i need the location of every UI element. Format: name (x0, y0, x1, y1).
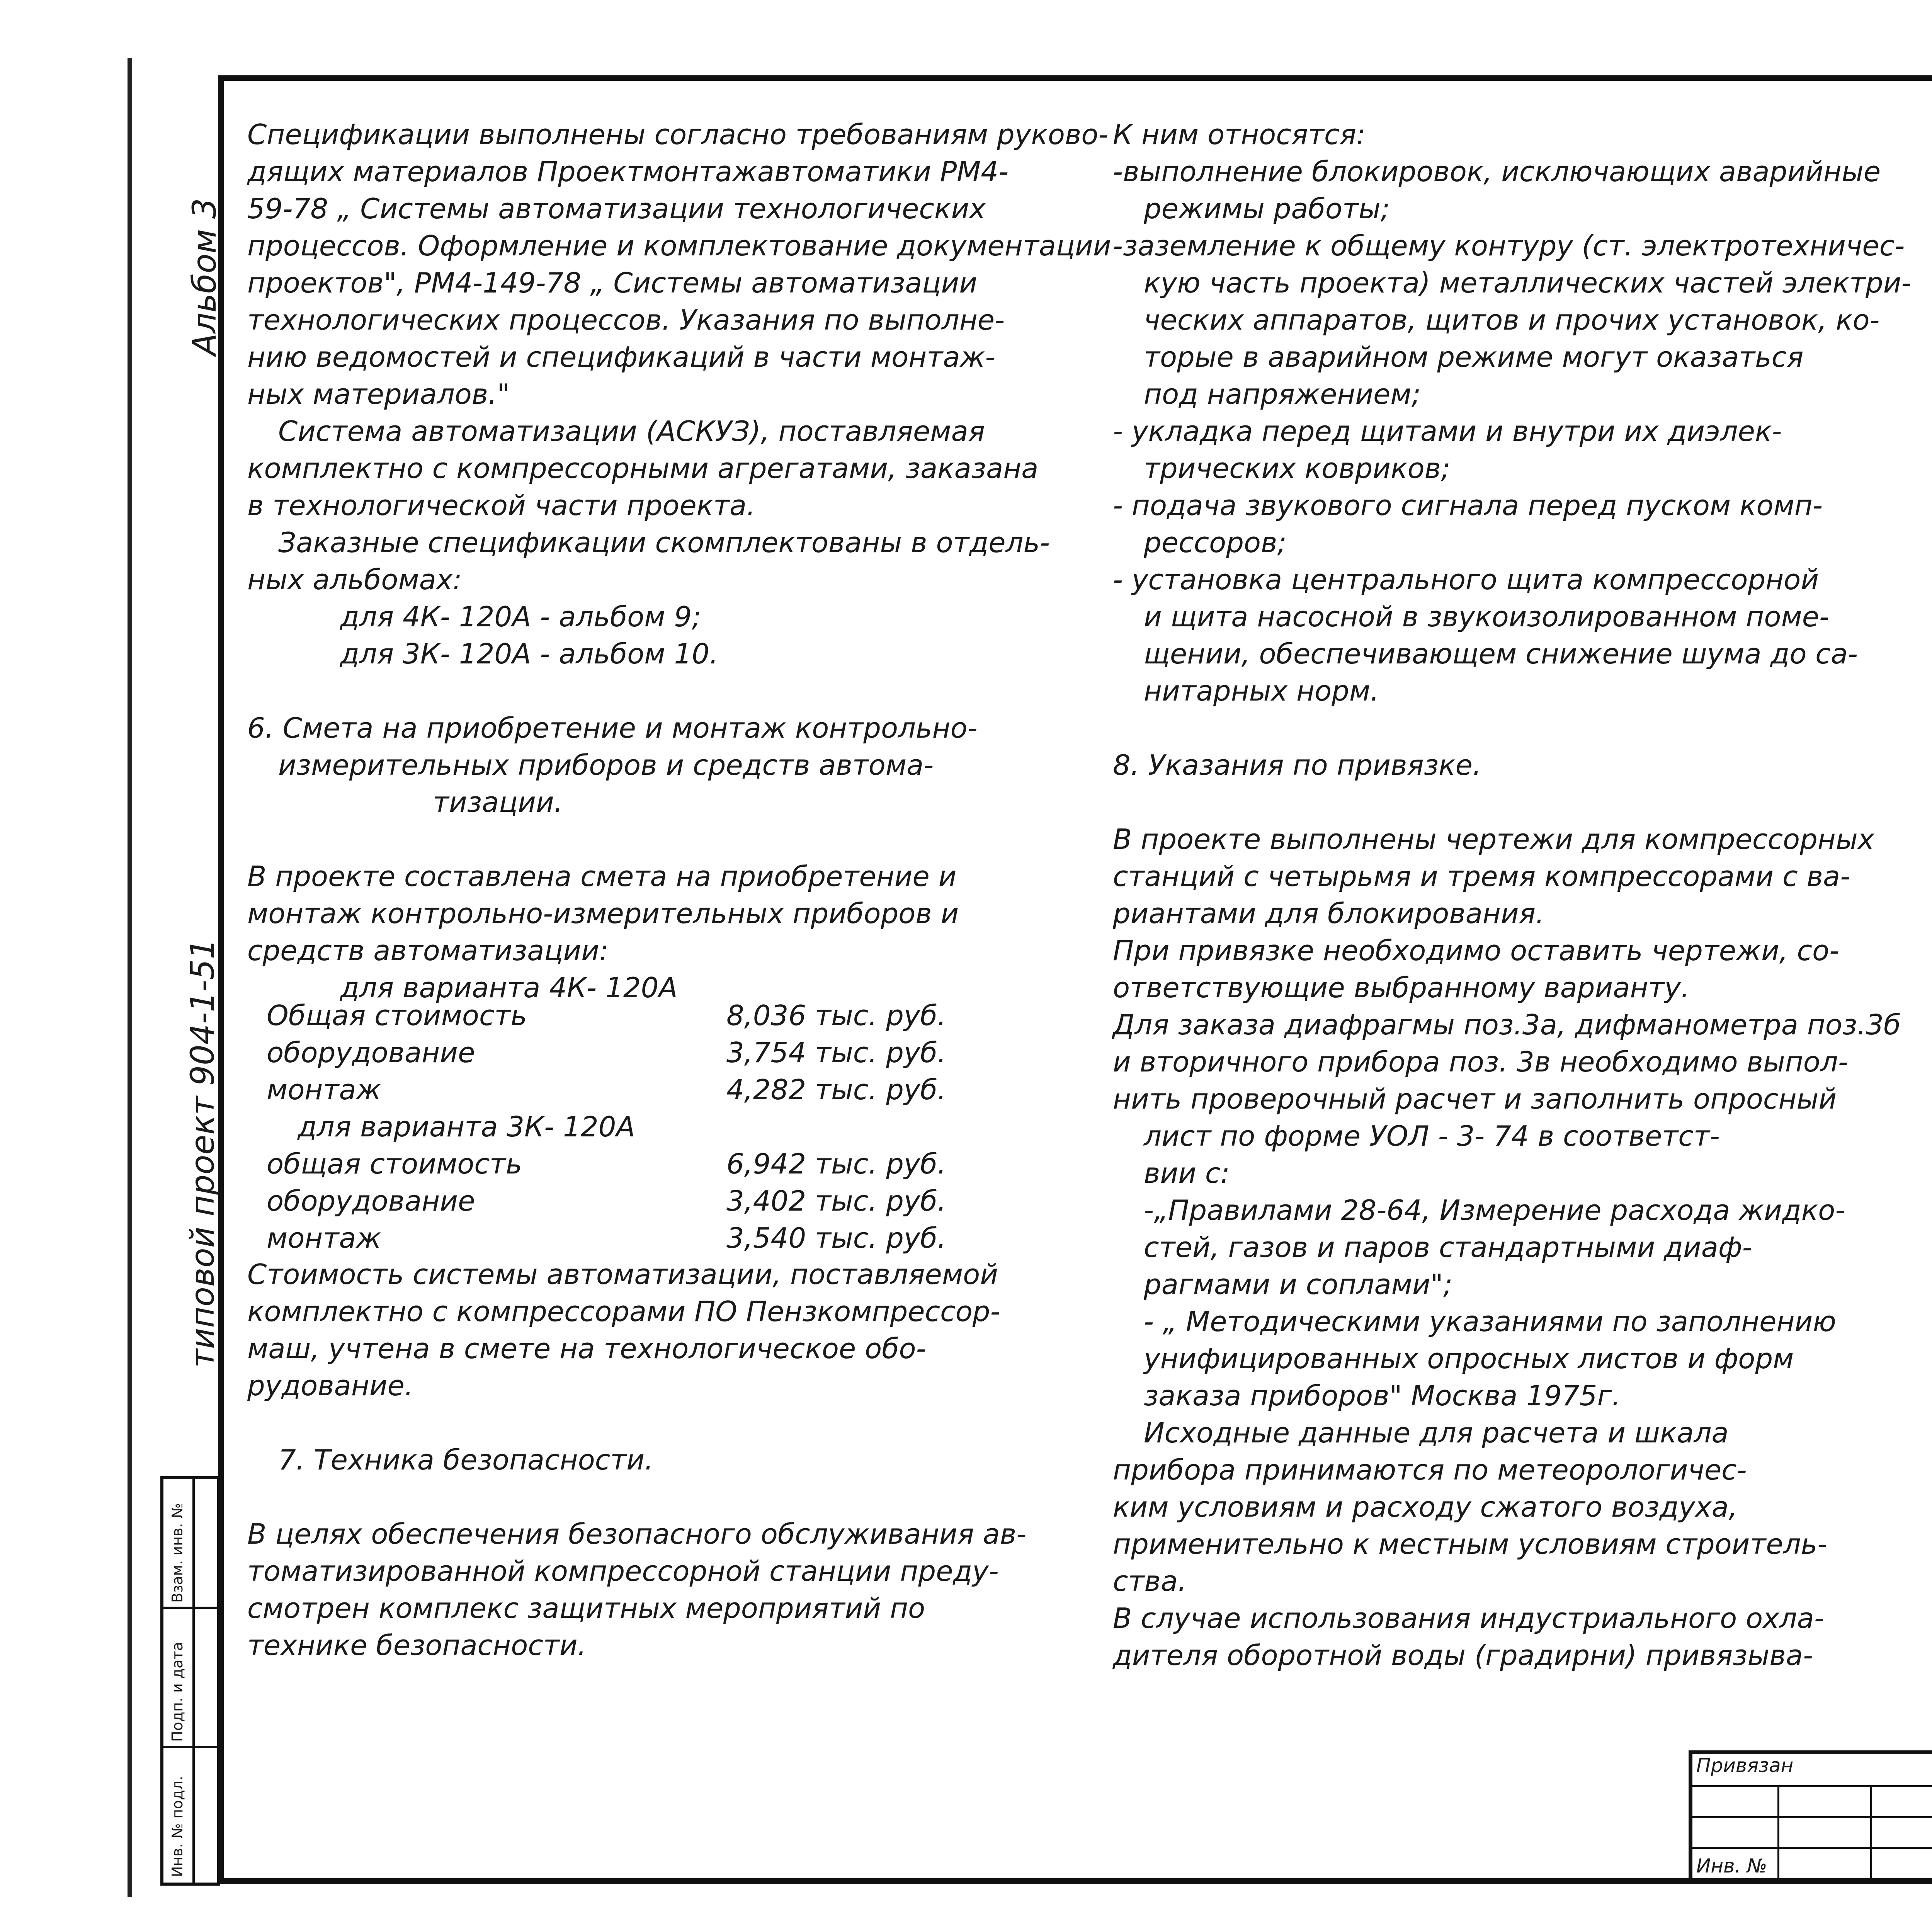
text-line: -заземление к общему контуру (ст. электротехничес- (1113, 230, 1905, 262)
text-line: Исходные данные для расчета и шкала (1144, 1417, 1729, 1449)
cost-value: 3,754 тыс. руб. (726, 1036, 946, 1069)
text-line: маш, учтена в смете на технологическое обо- (247, 1332, 926, 1365)
cost-value: 4,282 тыс. руб. (726, 1073, 946, 1106)
text-line: рудование. (247, 1369, 413, 1402)
text-column-1-end (247, 1256, 1026, 1664)
cost-label: общая стоимость (267, 1148, 522, 1180)
privyazan-label: Привязан (1696, 1754, 1794, 1777)
cost-values (726, 997, 946, 1257)
cost-label: Общая стоимость (267, 999, 527, 1032)
text-line: -выполнение блокировок, исключающих аварийные (1113, 155, 1881, 188)
inv-no-label: Инв. № (1696, 1855, 1767, 1877)
text-line: ства. (1113, 1565, 1187, 1597)
text-line: проектов", РМ4-149-78 „ Системы автоматизации (247, 267, 978, 299)
text-line: процессов. Оформление и комплектование документации (247, 230, 1111, 262)
text-line: - укладка перед щитами и внутри их диэлек- (1113, 415, 1782, 447)
text-line: рессоров; (1144, 526, 1287, 559)
text-line: - подача звукового сигнала перед пуском комп- (1113, 489, 1823, 522)
text-line: дящих материалов Проектмонтажавтоматики РМ4- (247, 155, 1009, 188)
text-line: В проекте составлена смета на приобретение и (247, 860, 957, 893)
cost-label: монтаж (267, 1073, 381, 1106)
text-line: Для заказа диафрагмы поз.3а, дифманометра поз.3б (1113, 1009, 1901, 1041)
text-line: - установка центрального щита компрессорной (1113, 563, 1819, 596)
text-line: унифицированных опросных листов и форм (1144, 1342, 1794, 1375)
text-line: нитарных норм. (1144, 675, 1379, 707)
text-line: торые в аварийном режиме могут оказаться (1144, 341, 1804, 373)
text-line: ных альбомах: (247, 563, 462, 596)
text-line: В целях обеспечения безопасного обслуживания ав- (247, 1518, 1027, 1550)
cost-label: оборудование (267, 1185, 475, 1217)
text-line: нию ведомостей и спецификаций в части монтаж- (247, 341, 995, 373)
section-8-title: 8. Указания по привязке. (1113, 749, 1481, 781)
text-line: вии с: (1144, 1157, 1230, 1189)
text-line: рагмами и соплами"; (1144, 1268, 1453, 1301)
text-line: риантами для блокирования. (1113, 897, 1544, 930)
text-line: лист по форме УОЛ - 3- 74 в соответст- (1144, 1120, 1720, 1152)
section-6-title: 6. Смета на приобретение и монтаж контрольно- (247, 712, 978, 744)
text-line: в технологической части проекта. (247, 489, 756, 522)
text-line: щении, обеспечивающем снижение шума до са- (1144, 638, 1858, 670)
text-line: В случае использования индустриального охла- (1113, 1602, 1824, 1634)
text-line: тизации. (433, 786, 563, 818)
text-line: технике безопасности. (247, 1629, 587, 1662)
text-line: смотрен комплекс защитных мероприятий по (247, 1592, 925, 1624)
text-line: ных материалов." (247, 378, 510, 410)
text-line: режимы работы; (1144, 192, 1390, 225)
text-line: 59-78 „ Системы автоматизации технологических (247, 192, 986, 225)
variant-label: для варианта 4К- 120А (340, 971, 678, 1004)
text-line: кую часть проекта) металлических частей электри- (1144, 267, 1912, 299)
cost-table-1 (267, 997, 635, 1257)
text-line: станций с четырьмя и тремя компрессорами с ва- (1113, 860, 1850, 893)
section-7-title: 7. Техника безопасности. (278, 1444, 653, 1476)
text-line: трических ковриков; (1144, 452, 1451, 485)
text-line: В проекте выполнены чертежи для компрессорных (1113, 823, 1874, 855)
text-line: под напряжением; (1144, 378, 1421, 410)
text-line: технологических процессов. Указания по выполне- (247, 304, 1005, 336)
text-line: томатизированной компрессорной станции преду- (247, 1555, 999, 1587)
text-line: Заказные спецификации скомплектованы в отдель- (278, 526, 1050, 559)
text-line: К ним относятся: (1113, 118, 1366, 151)
stamp-sign: Подп. и дата (169, 1642, 186, 1742)
project-label: типовой проект 904-1-51 (184, 939, 221, 1368)
text-column-1 (247, 116, 1111, 1006)
text-line: и вторичного прибора поз. 3в необходимо выпол- (1113, 1046, 1848, 1078)
text-column-2 (1113, 116, 1911, 1674)
text-line: При привязке необходимо оставить чертежи, со- (1113, 934, 1840, 967)
text-line: заказа приборов" Москва 1975г. (1144, 1379, 1621, 1412)
text-line: для 4К- 120А - альбом 9; (340, 600, 701, 633)
text-line: Система автоматизации (АСКУЗ), поставляемая (278, 415, 985, 447)
text-line: для 3К- 120А - альбом 10. (340, 638, 718, 670)
stamp-replace: Взам. инв. № (169, 1503, 186, 1603)
text-line: стей, газов и паров стандартными диаф- (1144, 1231, 1752, 1264)
text-line: применительно к местным условиям строитель- (1113, 1528, 1828, 1560)
cost-value: 3,540 тыс. руб. (726, 1222, 946, 1254)
text-line: ческих аппаратов, щитов и прочих установок, ко- (1144, 304, 1880, 336)
text-line: Стоимость системы автоматизации, поставляемой (247, 1258, 998, 1291)
text-line: ответствующие выбранному варианту. (1113, 971, 1690, 1004)
text-line: прибора принимаются по метеорологичес- (1113, 1454, 1747, 1486)
cost-label: монтаж (267, 1222, 381, 1254)
binding-line (128, 58, 132, 1897)
cost-value: 6,942 тыс. руб. (726, 1148, 946, 1180)
text-line: нить проверочный расчет и заполнить опросный (1113, 1083, 1837, 1115)
cost-value: 3,402 тыс. руб. (726, 1185, 946, 1217)
text-line: измерительных приборов и средств автома- (278, 749, 934, 781)
text-line: комплектно с компрессорными агрегатами, заказана (247, 452, 1039, 485)
text-line: монтаж контрольно-измерительных приборов и (247, 897, 959, 930)
variant-label: для варианта 3К- 120А (298, 1111, 635, 1143)
stamp-inv: Инв. № подл. (169, 1776, 186, 1877)
text-line: -„Правилами 28-64, Измерение расхода жидко- (1144, 1194, 1845, 1226)
text-line: комплектно с компрессорами ПО Пензкомпрессор- (247, 1295, 1000, 1328)
cost-label: оборудование (267, 1036, 475, 1069)
album-label: Альбом 3 (185, 198, 223, 355)
text-line: средств автоматизации: (247, 934, 609, 967)
side-stamp (160, 1476, 220, 1886)
text-line: и щита насосной в звукоизолированном поме- (1144, 600, 1830, 633)
text-line: дителя оборотной воды (градирни) привязыва- (1113, 1639, 1813, 1672)
text-line: - „ Методическими указаниями по заполнению (1144, 1305, 1836, 1338)
text-line: Спецификации выполнены согласно требованиям руково- (247, 118, 1109, 151)
cost-value: 8,036 тыс. руб. (726, 999, 946, 1032)
text-line: ким условиям и расходу сжатого воздуха, (1113, 1491, 1738, 1523)
